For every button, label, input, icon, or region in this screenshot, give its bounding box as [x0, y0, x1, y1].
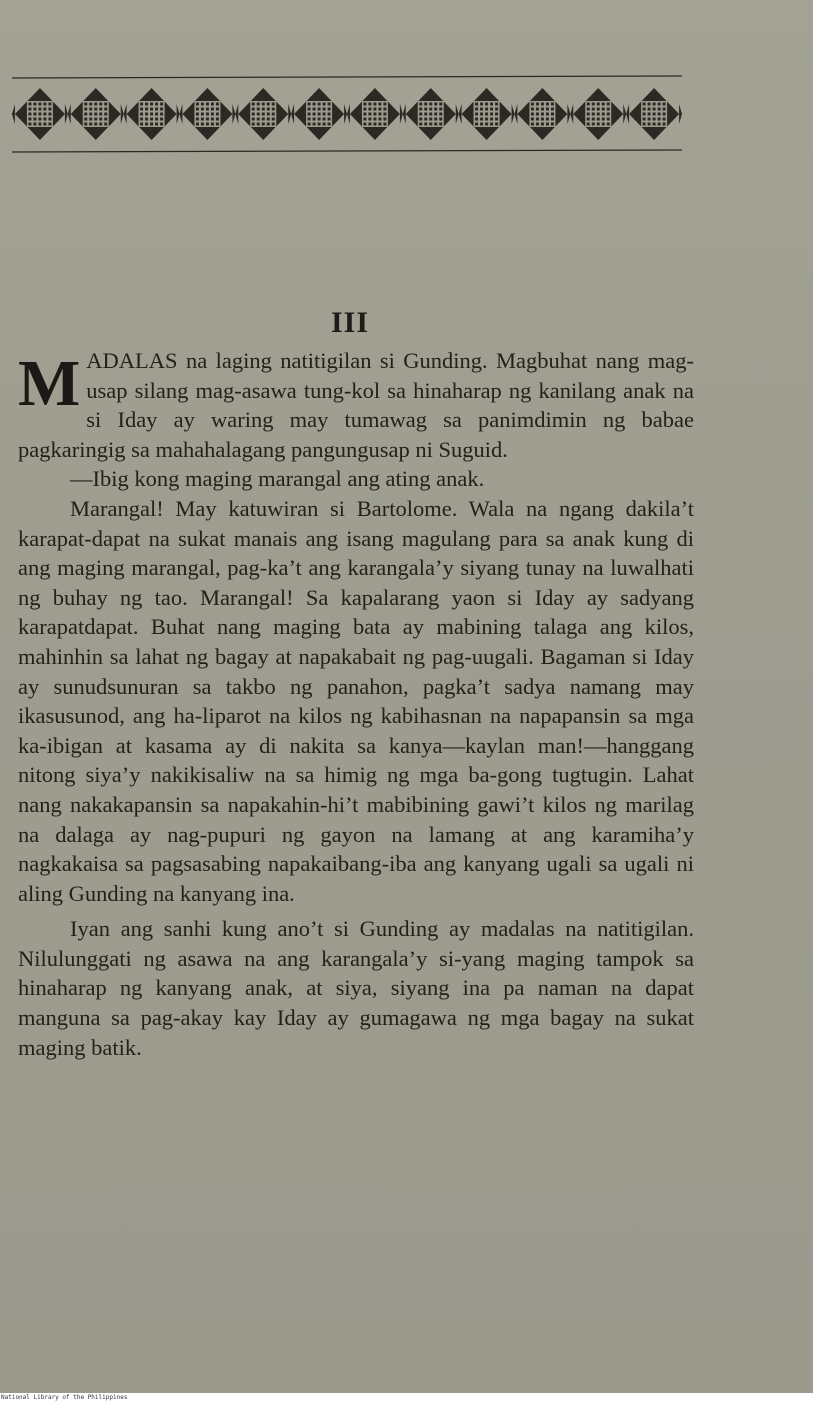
ornament-tile [124, 88, 180, 140]
decorative-border-ornament [12, 74, 682, 154]
ornament-tile [68, 88, 124, 140]
body-text [18, 346, 694, 1062]
paragraph-1 [18, 346, 694, 464]
ornament-tile [626, 88, 682, 140]
ornament-tile [570, 88, 626, 140]
drop-cap: M [18, 347, 81, 420]
chapter-number: III [330, 306, 370, 339]
ornament-tile [12, 88, 68, 140]
ornament-tile [347, 88, 403, 140]
ornament-tile [459, 88, 515, 140]
library-credit-bar [0, 1393, 813, 1403]
paragraph-4: Iyan ang sanhi kung ano’t si Gunding ay madalas na natitigilan. Nilulunggati ng asawa na ang karangala’y si-yang maging tampok sa hinaharap ng kanyang anak, at siya, siyang ina pa naman na dapat manguna sa pag-akay kay Iday ay gumagawa ng mga bagay na sukat maging batik. [18, 916, 694, 1060]
ornament-tile [235, 88, 291, 140]
paragraph-3: Marangal! May katuwiran si Bartolome. Wala na ngang dakila’t karapat-dapat na sukat manais ang isang magulang para sa anak kung di ang maging marangal, pag-ka’t ang karangala’y siyang tunay na luwalhati ng buhay ng tao. Marangal! Sa kapalarang yaon si Iday ay sadyang karapatdapat. Buhat nang maging bata ay mabining talaga ang kilos, mahinhin sa lahat ng bagay at napakabait ng pag-uugali. Bagaman si Iday ay sunudsunuran sa takbo ng panahon, pagka’t sadya namang may ikasusunod, ang ha-liparot na kilos ng kabihasnan na napapansin sa mga ka-ibigan at kasama ay di nakita sa kanya—kaylan man!—hanggang nitong siya’y nakikisaliw na sa himig ng mga ba-gong tugtugin. Lahat nang nakakapansin sa napakahin-hi’t mabibining gawi’t kilos ng marilag na dalaga ay nag-pupuri ng gayon na lamang at ang karamiha’y nagkakaisa sa pagsasabing napakaibang-iba ang kanyang ugali sa ugali ni aling Gunding na kanyang ina. [18, 495, 694, 906]
ornament-tile [403, 88, 459, 140]
paragraph-2: —Ibig kong maging marangal ang ating anak. [70, 466, 485, 492]
paragraph-1-text: ADALAS na laging natitigilan si Gunding. Magbuhat nang mag-usap silang mag-asawa tung-kol sa hinaharap ng kanilang anak na si Iday ay waring may tumawag sa panimdimin ng babae pagkaringig sa mahahalagang pangungusap ni Suguid. [18, 348, 694, 462]
ornament-tile [180, 88, 236, 140]
library-credit-text: National Library of the Philippines [1, 1394, 128, 1401]
ornament-tile [515, 88, 571, 140]
ornament-tile [291, 88, 347, 140]
